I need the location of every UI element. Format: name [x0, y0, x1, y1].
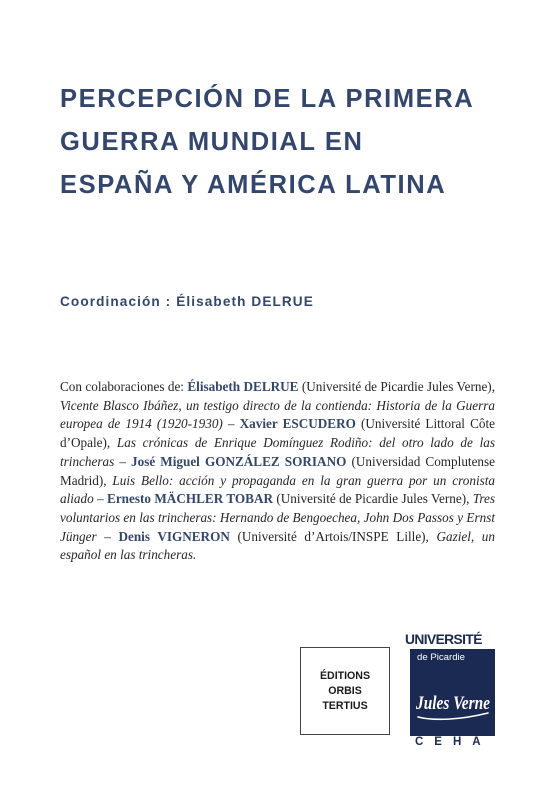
contributor-name: Élisabeth DELRUE: [187, 379, 299, 394]
contributor-name: Denis VIGNERON: [118, 528, 230, 544]
contributor-name: Xavier ESCUDERO: [239, 416, 356, 432]
contribution-title: Luis Bello: acción y propaganda en la gran guerra por un cronista aliado: [60, 472, 496, 507]
coordination-label: Coordinación :: [60, 294, 177, 309]
publisher-line-2: ORBIS: [328, 684, 362, 697]
contribution-title: Tres voluntarios en las trincheras: Hernando de Bengoechea, John Dos Passos y Ernst Jünger: [60, 491, 495, 544]
publisher-line-3: TERTIUS: [322, 699, 368, 712]
logo-box: [410, 649, 495, 736]
separator: –: [96, 528, 119, 544]
collaborations-paragraph: [60, 378, 495, 565]
contributor-affiliation: (Université d’Artois/INSPE Lille),: [229, 528, 437, 544]
contribution-title: Las crónicas de Enrique Domínguez Rodiño: del otro lado de las trincheras: [60, 435, 495, 469]
title-line-3: ESPAÑA Y AMÉRICA LATINA: [60, 171, 447, 199]
contribution-title: Vicente Blasco Ibáñez, un testigo directo de la contienda: Historia de la Guerra europea de 1914 (1920-1930): [60, 397, 495, 432]
signature-text: Jules Verne: [415, 693, 491, 714]
contributor-affiliation: (Universidad Complutense Madrid),: [60, 453, 496, 488]
title-line-1: PERCEPCIÓN DE LA PRIMERA: [60, 85, 475, 113]
coordinator-name: Élisabeth DELRUE: [176, 294, 314, 309]
jules-verne-signature-icon: [412, 671, 494, 733]
contributor-affiliation: (Université de Picardie Jules Verne),: [298, 379, 495, 394]
contributor-name: Ernesto MÄCHLER TOBAR: [107, 491, 274, 507]
ceha-label: CEHA: [415, 736, 492, 748]
contributor-name: José Miguel GONZÁLEZ SORIANO: [131, 453, 347, 469]
logo-subtitle: de Picardie: [417, 652, 465, 663]
contributor-affiliation: (Université de Picardie Jules Verne),: [273, 491, 473, 507]
university-wordmark: UNIVERSITÉ: [405, 632, 482, 647]
separator: –: [93, 491, 108, 507]
separator: –: [114, 453, 132, 469]
contributor-affiliation: (Université Littoral Côte d’Opale),: [60, 416, 495, 451]
title-line-2: GUERRA MUNDIAL EN: [60, 128, 364, 156]
separator: –: [222, 416, 240, 432]
contribution-title: Gaziel, un español en las trincheras.: [60, 528, 495, 563]
contributor-5: [60, 529, 495, 563]
book-title: [60, 78, 530, 207]
publisher-line-1: ÉDITIONS: [319, 669, 371, 682]
coordination-line: [60, 294, 314, 309]
university-logo: [405, 632, 498, 750]
collaborations-intro: Con colaboraciones de:: [60, 379, 188, 394]
publisher-logo: [300, 647, 390, 735]
